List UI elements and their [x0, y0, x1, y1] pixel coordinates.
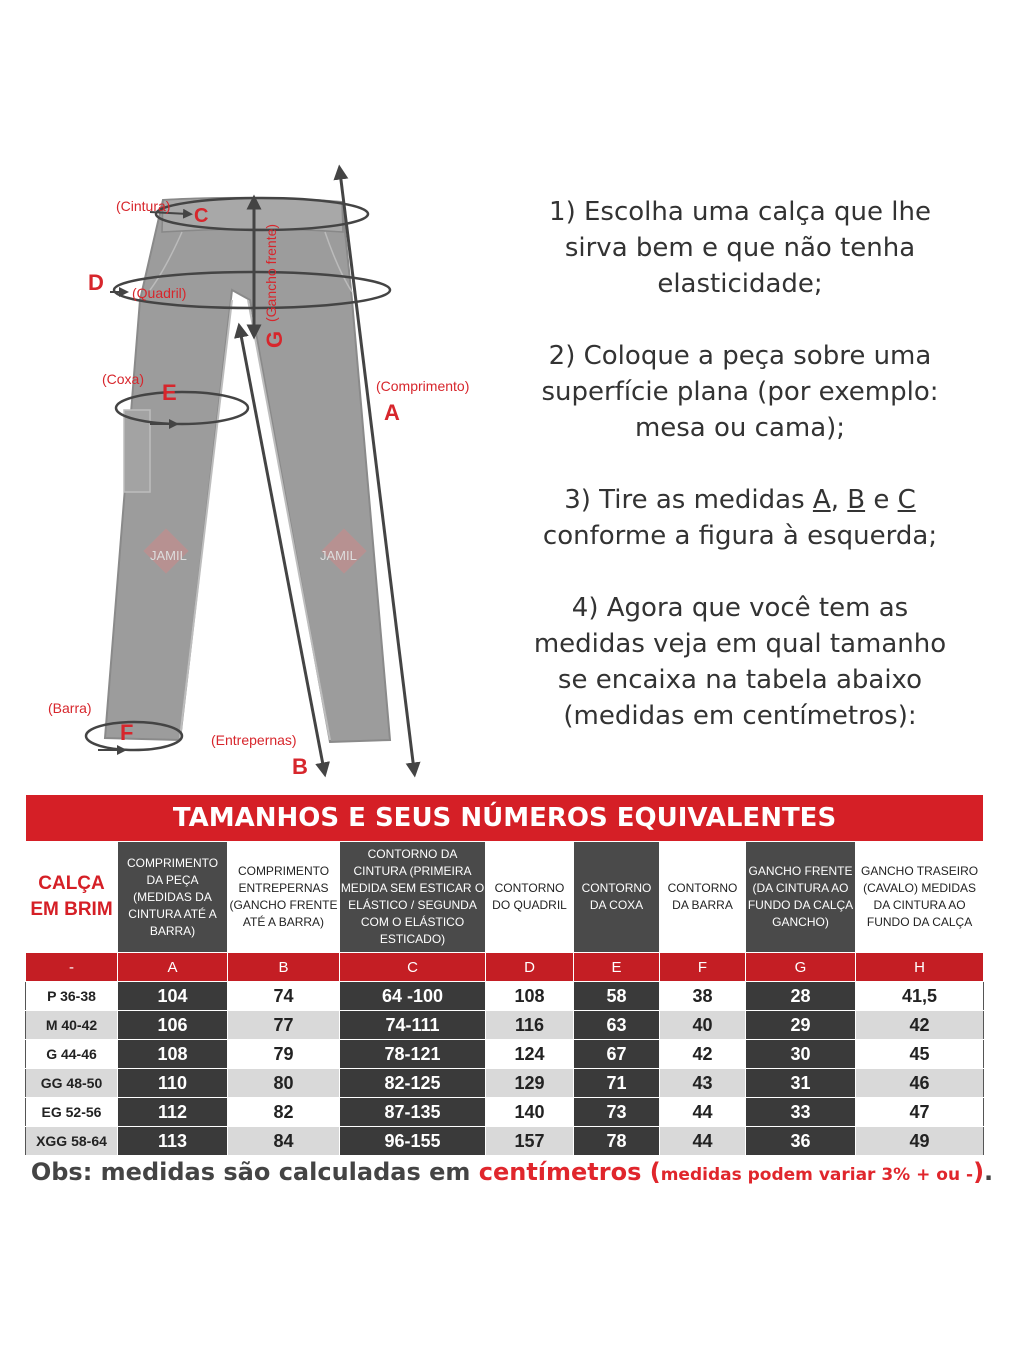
step-4: 4) Agora que você tem as medidas veja em qual tamanho se encaixa na tabela abaixo (medidas em centímetros): [533, 593, 947, 731]
header-a: COMPRIMENTO DA PEÇA (MEDIDAS DA CINTURA ATÉ A BARRA) [118, 842, 228, 953]
label-quadril: (Quadril) [132, 285, 187, 301]
measure-b: B [847, 485, 866, 515]
letters-row [26, 953, 984, 982]
value-cell: 36 [746, 1127, 856, 1156]
table-row [26, 1040, 984, 1069]
value-cell: 78-121 [340, 1040, 486, 1069]
value-cell: 78 [574, 1127, 660, 1156]
value-cell: 44 [660, 1098, 746, 1127]
value-cell: 46 [856, 1069, 984, 1098]
size-cell: P 36-38 [26, 982, 118, 1011]
letter-cell: G [746, 953, 856, 982]
value-cell: 63 [574, 1011, 660, 1040]
label-gancho: (Gancho frente) [263, 223, 279, 322]
header-f: CONTORNO DA BARRA [660, 842, 746, 953]
letter-cell: E [574, 953, 660, 982]
table-row [26, 1011, 984, 1040]
value-cell: 58 [574, 982, 660, 1011]
size-cell: M 40-42 [26, 1011, 118, 1040]
value-cell: 80 [228, 1069, 340, 1098]
letter-cell: D [486, 953, 574, 982]
value-cell: 96-155 [340, 1127, 486, 1156]
label-c: C [194, 205, 209, 227]
value-cell: 40 [660, 1011, 746, 1040]
value-cell: 129 [486, 1069, 574, 1098]
value-cell: 110 [118, 1069, 228, 1098]
table-row [26, 982, 984, 1011]
header-row [26, 842, 984, 953]
value-cell: 45 [856, 1040, 984, 1069]
header-g: GANCHO FRENTE (DA CINTURA AO FUNDO DA CALÇA GANCHO) [746, 842, 856, 953]
label-coxa: (Coxa) [102, 371, 145, 387]
step-2: 2) Coloque a peça sobre uma superfície plana (por exemplo: mesa ou cama); [541, 341, 939, 443]
value-cell: 79 [228, 1040, 340, 1069]
value-cell: 28 [746, 982, 856, 1011]
value-cell: 29 [746, 1011, 856, 1040]
letter-cell: H [856, 953, 984, 982]
letter-cell: F [660, 953, 746, 982]
label-cintura: (Cintura) [116, 198, 171, 214]
value-cell: 82-125 [340, 1069, 486, 1098]
value-cell: 108 [118, 1040, 228, 1069]
note-variation: medidas podem variar 3% + ou - [660, 1165, 974, 1185]
value-cell: 112 [118, 1098, 228, 1127]
value-cell: 84 [228, 1127, 340, 1156]
value-cell: 116 [486, 1011, 574, 1040]
size-cell: XGG 58-64 [26, 1127, 118, 1156]
footnote: Obs: medidas são calculadas em centímetros (medidas podem variar 3% + ou -). [30, 1158, 994, 1186]
value-cell: 41,5 [856, 982, 984, 1011]
watermark-text-left: JAMIL [150, 548, 187, 563]
label-f: F [120, 720, 134, 745]
letter-cell: A [118, 953, 228, 982]
label-g: G [262, 330, 287, 348]
value-cell: 124 [486, 1040, 574, 1069]
value-cell: 71 [574, 1069, 660, 1098]
header-b: COMPRIMENTO ENTREPERNAS (GANCHO FRENTE ATÉ A BARRA) [228, 842, 340, 953]
value-cell: 157 [486, 1127, 574, 1156]
value-cell: 82 [228, 1098, 340, 1127]
value-cell: 49 [856, 1127, 984, 1156]
value-cell: 30 [746, 1040, 856, 1069]
size-cell: EG 52-56 [26, 1098, 118, 1127]
measure-a: A [812, 485, 831, 515]
label-b: B [292, 754, 308, 779]
value-cell: 64 -100 [340, 982, 486, 1011]
value-cell: 104 [118, 982, 228, 1011]
value-cell: 74 [228, 982, 340, 1011]
value-cell: 113 [118, 1127, 228, 1156]
value-cell: 73 [574, 1098, 660, 1127]
value-cell: 44 [660, 1127, 746, 1156]
letter-cell: C [340, 953, 486, 982]
label-e: E [162, 380, 177, 405]
measure-c: C [897, 485, 916, 515]
label-d: D [88, 270, 104, 295]
value-cell: 47 [856, 1098, 984, 1127]
label-comprimento: (Comprimento) [376, 378, 470, 394]
product-name: CALÇA EM BRIM [26, 842, 118, 953]
header-c: CONTORNO DA CINTURA (PRIMEIRA MEDIDA SEM ESTICAR O ELÁSTICO / SEGUNDA COM O ELÁSTICO ESTICADO) [340, 842, 486, 953]
size-table [25, 794, 984, 1156]
value-cell: 77 [228, 1011, 340, 1040]
value-cell: 38 [660, 982, 746, 1011]
table-title: TAMANHOS E SEUS NÚMEROS EQUIVALENTES [26, 795, 984, 842]
step-3: 3) Tire as medidas A, B e C conforme a figura à esquerda; [542, 485, 938, 551]
label-a: A [384, 400, 400, 425]
value-cell: 87-135 [340, 1098, 486, 1127]
letter-cell: - [26, 953, 118, 982]
label-entrepernas: (Entrepernas) [211, 732, 297, 748]
table-row [26, 1069, 984, 1098]
value-cell: 33 [746, 1098, 856, 1127]
watermark-text-right: JAMIL [320, 548, 357, 563]
value-cell: 67 [574, 1040, 660, 1069]
value-cell: 108 [486, 982, 574, 1011]
header-e: CONTORNO DA COXA [574, 842, 660, 953]
header-d: CONTORNO DO QUADRIL [486, 842, 574, 953]
size-cell: GG 48-50 [26, 1069, 118, 1098]
value-cell: 31 [746, 1069, 856, 1098]
value-cell: 106 [118, 1011, 228, 1040]
header-h: GANCHO TRASEIRO (CAVALO) MEDIDAS DA CINTURA AO FUNDO DA CALÇA [856, 842, 984, 953]
instructions [520, 194, 960, 770]
value-cell: 42 [660, 1040, 746, 1069]
step-1: 1) Escolha uma calça que lhe sirva bem e que não tenha elasticidade; [549, 197, 931, 299]
size-cell: G 44-46 [26, 1040, 118, 1069]
letter-cell: B [228, 953, 340, 982]
value-cell: 74-111 [340, 1011, 486, 1040]
pants-measurement-diagram [0, 0, 520, 790]
label-barra: (Barra) [48, 700, 92, 716]
table-row [26, 1127, 984, 1156]
note-highlight: centímetros ( [478, 1158, 661, 1186]
table-row [26, 1098, 984, 1127]
value-cell: 42 [856, 1011, 984, 1040]
value-cell: 43 [660, 1069, 746, 1098]
value-cell: 140 [486, 1098, 574, 1127]
